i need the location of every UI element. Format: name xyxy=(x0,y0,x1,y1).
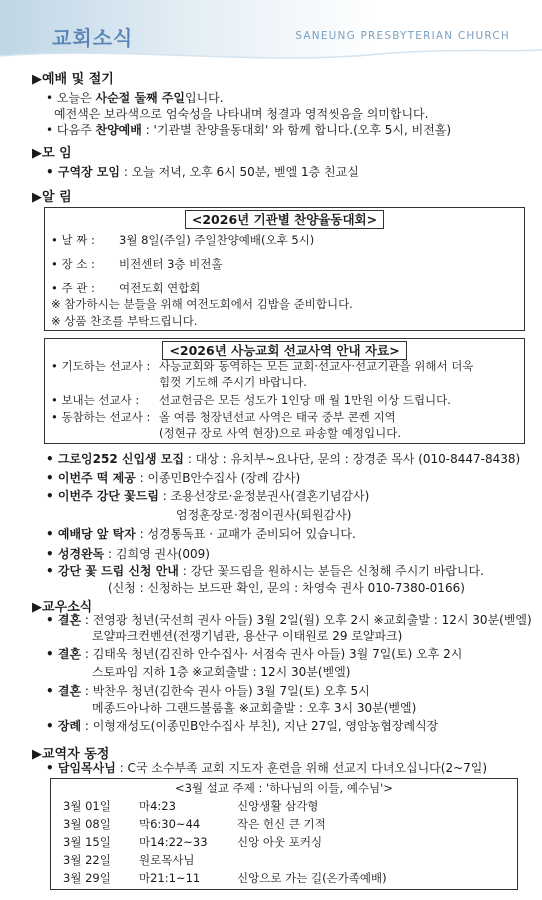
sermon-theme-title: <3월 설교 주제 : '하나님의 이들, 예수님'> xyxy=(175,781,393,795)
header-banner xyxy=(0,0,542,60)
mission-pray-row-2: 힘껏 기도해 주시기 바랍니다. xyxy=(159,375,307,389)
contest-note-1: ※ 참가하시는 분들을 위해 여전도회에서 김밥을 준비합니다. xyxy=(51,297,353,311)
notice-item-flower-apply: • 강단 꽃 드림 신청 안내 : 강단 꽃드림을 원하시는 분들은 신청해 주시기 바랍니다. xyxy=(46,564,484,578)
contest-date-row: • 날 짜 : 3월 8일(주일) 주일찬양예배(오후 5시) xyxy=(51,233,315,247)
funeral-1: • 장례 : 이형재성도(이종민B안수집사 부친), 지난 27일, 영암농협장례식장 xyxy=(46,719,439,733)
notice-item-flowers-2: 엄정훈장로·정점이권사(퇴원감사) xyxy=(176,508,352,522)
pastor-line-1: • 담임목사님 : C국 소수부족 교회 지도자 훈련을 위해 선교지 다녀오십니다(2~7일) xyxy=(46,761,488,775)
church-name: SANEUNG PRESBYTERIAN CHURCH xyxy=(295,30,510,42)
wedding-1-place: 로얄파크컨벤션(전쟁기념관, 용산구 이태원로 29 로얄파크) xyxy=(92,629,403,643)
sermon-schedule-box: <3월 설교 주제 : '하나님의 이들, 예수님'> 3월 01일 마4:23 신앙생활 삼각형 3월 08일 막6:30~44 작은 헌신 큰 기적 3월 15일 마14:22~33 신앙 아웃 포커싱 3월 22일 원로목사님 3월 29일 마21:1~11 신앙으로 가는 길(온가족예배) xyxy=(50,778,518,890)
wedding-1: • 결혼 : 전영광 청년(국선희 권사 아들) 3월 2일(월) 오후 2시 ※교회출발 : 12시 30분(벧엘) xyxy=(46,613,532,627)
wedding-2-place: 스토파임 지하 1층 ※교회출발 : 12시 30분(벧엘) xyxy=(92,665,351,679)
mission-pray-row: • 기도하는 선교사 : 사능교회와 동역하는 모든 교회·선교사·선교기관을 위해서 더욱 xyxy=(51,359,474,373)
notice-item-table: • 예배당 앞 탁자 : 성경통독표 · 교패가 준비되어 있습니다. xyxy=(46,527,356,541)
notice-item-rice-cake: • 이번주 떡 제공 : 이종민B안수집사 (장례 감사) xyxy=(46,471,301,485)
section-notice-heading: ▶알 림 xyxy=(32,190,72,205)
page-title: 교회소식 xyxy=(52,26,134,50)
mission-join-row-2: (정현규 장로 사역 현장)으로 파송할 예정입니다. xyxy=(159,426,401,440)
section-worship-heading: ▶예배 및 절기 xyxy=(32,72,114,87)
worship-line-3: • 다음주 찬양예배 : '기관별 찬양율동대회' 와 함께 합니다.(오후 5시, 비전홀) xyxy=(46,123,452,137)
wedding-3-place: 메종드아나하 그랜드볼룸홀 ※교회출발 : 오후 3시 30분(벧엘) xyxy=(92,701,417,715)
choir-contest-box xyxy=(44,207,525,331)
notice-item-flowers: • 이번주 강단 꽃드림 : 조용선장로·윤정분권사(결혼기념감사) xyxy=(46,489,370,503)
notice-item-flower-apply-2: (신청 : 신청하는 보드판 확인, 문의 : 차영숙 권사 010-7380-0166) xyxy=(108,581,465,595)
worship-line-1: • 오늘은 사순절 둘째 주일입니다. xyxy=(46,91,224,105)
contest-place-row: • 장 소 : 비전센터 3층 비전홀 xyxy=(51,257,223,271)
wedding-3: • 결혼 : 박찬우 청년(김한숙 권사 아들) 3월 7일(토) 오후 5시 xyxy=(46,684,370,698)
notice-item-bible: • 성경완독 : 김희영 권사(009) xyxy=(46,547,210,561)
worship-line-2: 예전색은 보라색으로 엄숙성을 나타내며 청결과 영적씻음을 의미합니다. xyxy=(54,107,429,121)
mission-info-box xyxy=(44,338,525,444)
wedding-2: • 결혼 : 김태욱 청년(김진하 안수집사· 서점숙 권사 아들) 3월 7일(토) 오후 2시 xyxy=(46,647,463,661)
section-members-heading: ▶교우소식 xyxy=(32,600,93,615)
meeting-line-1: • 구역장 모임 : 오늘 저녁, 오후 6시 50분, 벧엘 1층 친교실 xyxy=(46,165,359,179)
section-meeting-heading: ▶모 임 xyxy=(32,146,72,161)
notice-item-growing: • 그로잉252 신입생 모집 : 대상 : 유치부~요나단, 문의 : 장경준 목사 (010-8447-8438) xyxy=(46,452,521,466)
mission-info-title: <2026년 사능교회 선교사역 안내 자료> xyxy=(162,341,406,360)
section-pastor-heading: ▶교역자 동정 xyxy=(32,747,110,762)
choir-contest-title: <2026년 기관별 찬양율동대회> xyxy=(185,210,384,229)
mission-join-row: • 동참하는 선교사 : 올 여름 청장년선교 사역은 태국 중부 콘켄 지역 xyxy=(51,410,396,424)
contest-note-2: ※ 상품 찬조를 부탁드립니다. xyxy=(51,314,198,328)
contest-host-row: • 주 관 : 여전도회 연합회 xyxy=(51,281,201,295)
mission-send-row: • 보내는 선교사 : 선교헌금은 모든 성도가 1인당 매 월 1만원 이상 드립니다. xyxy=(51,393,451,407)
